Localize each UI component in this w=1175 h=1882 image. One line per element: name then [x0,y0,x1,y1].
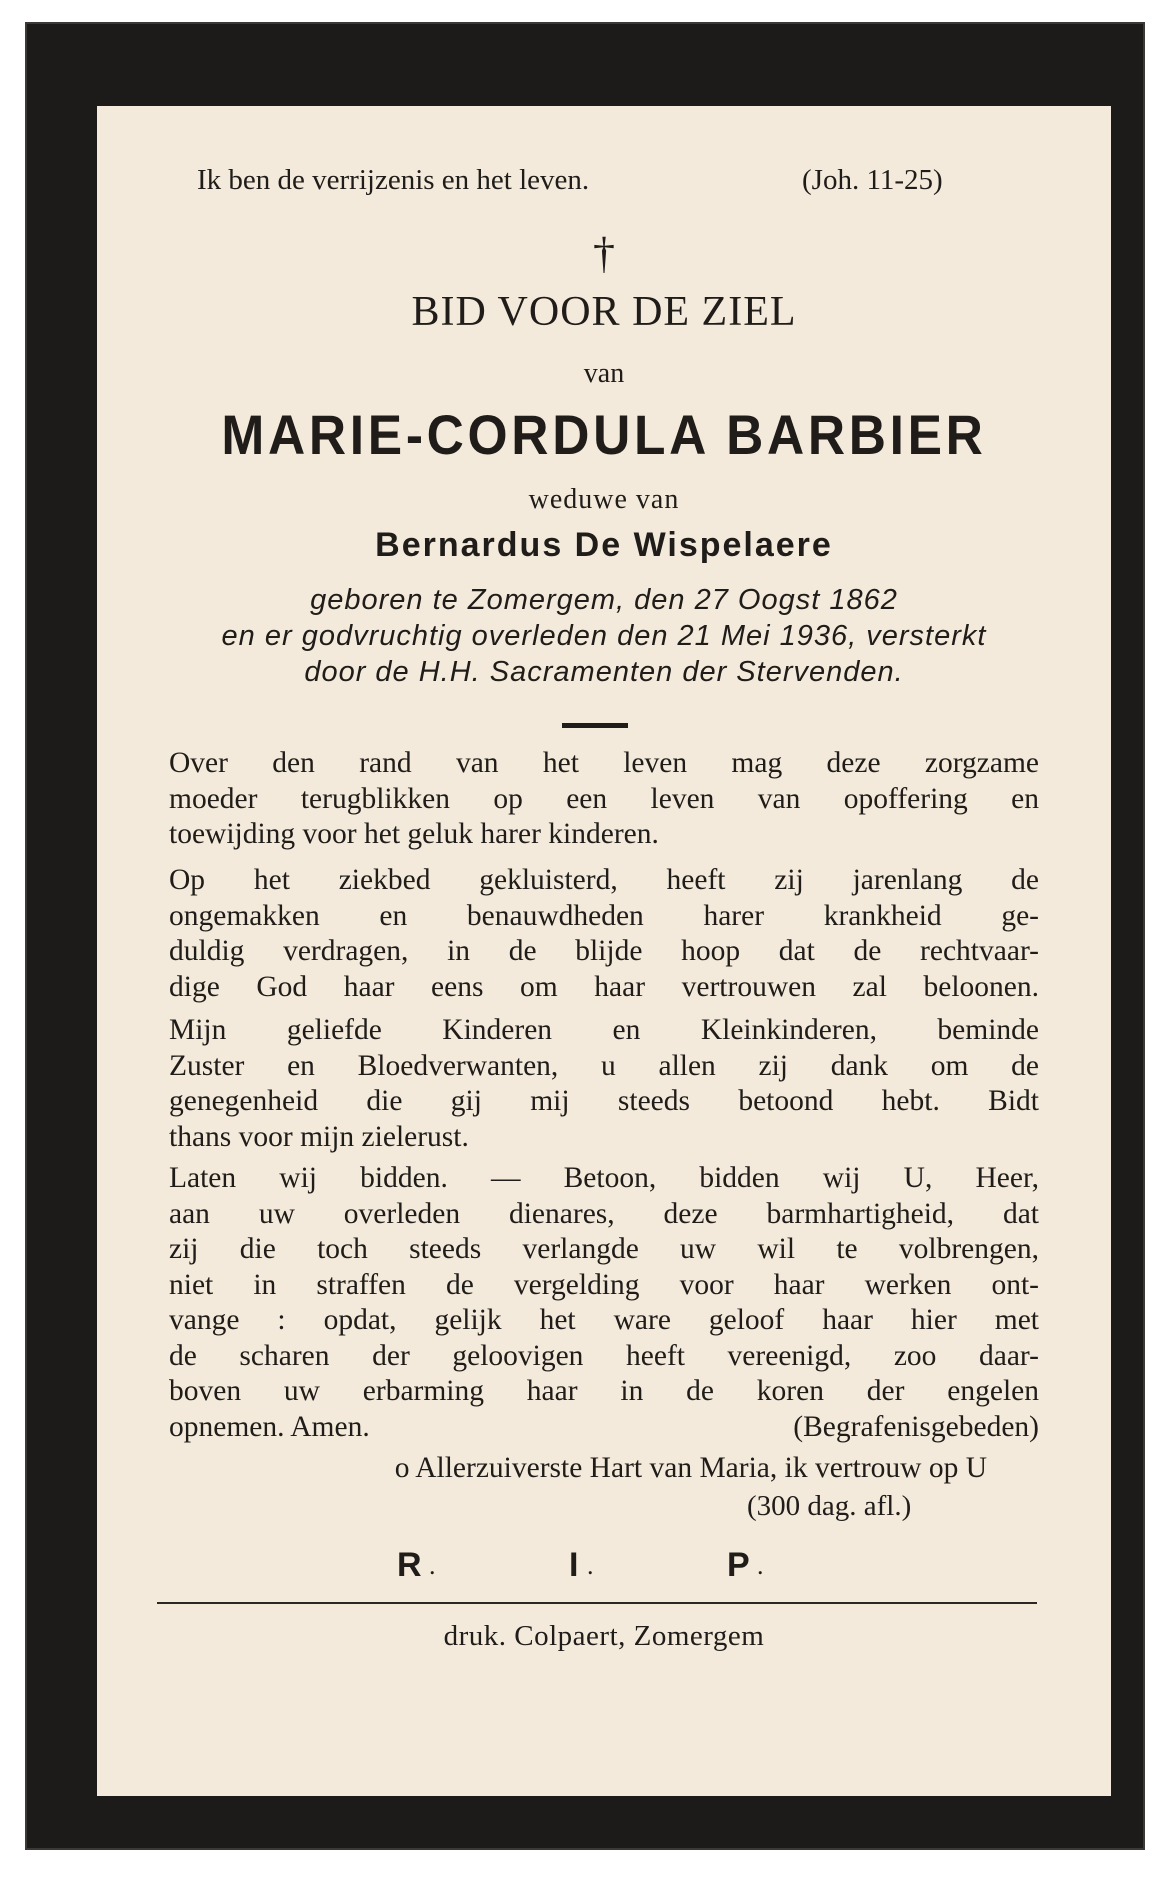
text-line: Op het ziekbed gekluisterd, heeft zij jarenlang de [169,864,1039,896]
text-line: genegenheid die gij mij steeds betoond hebt. Bidt [169,1085,1039,1117]
death-line: en er godvruchtig overleden den 21 Mei 1936, versterkt [221,620,987,652]
text-line: Laten wij bidden. — Betoon, bidden wij U, Heer, [169,1162,1039,1194]
birth-line: geboren te Zomergem, den 27 Oogst 1862 [310,584,898,616]
text-line: thans voor mijn zielerust. [169,1120,469,1153]
paragraph-3 [169,1013,1039,1155]
text-line: opnemen. Amen. [169,1410,370,1443]
text-line: de scharen der geloovigen heeft vereenigd, zoo daar- [169,1339,1039,1372]
mourning-border [25,22,1145,1850]
divider-short [562,723,628,728]
rip-dot: . [757,1551,764,1580]
cross-icon: † [593,229,615,278]
epigraph-text: Ik ben de verrijzenis en het leven. [197,164,590,196]
memorial-card [97,106,1111,1796]
text-line: duldig verdragen, in de blijde hoop dat de rechtvaar- [169,935,1039,967]
rip-dot: . [587,1551,594,1580]
text-line: zij die toch steeds verlangde uw wil te volbrengen, [169,1233,1039,1265]
van-label: van [583,358,625,389]
text-line: dige God haar eens om haar vertrouwen zal beloonen. [169,970,1039,1003]
rip-letter-r: R [397,1546,422,1584]
paragraph-1 [169,746,1039,853]
deceased-name: MARIE-CORDULA BARBIER [221,403,987,466]
text-line: toewijding voor het geluk harer kinderen. [169,818,659,850]
text-line: Mijn geliefde Kinderen en Kleinkinderen, beminde [169,1014,1039,1046]
text-line: niet in straffen de vergelding voor haar werken ont- [169,1268,1039,1301]
heading: BID VOOR DE ZIEL [411,289,797,335]
rip-dot: . [429,1551,436,1580]
sacraments-line: door de H.H. Sacramenten der Stervenden. [304,656,904,688]
epigraph-reference: (Joh. 11-25) [802,164,943,196]
paragraph-4 [169,1161,1039,1445]
text-line: boven uw erbarming haar in de koren der engelen [169,1375,1039,1407]
rip-letter-p: P [727,1546,750,1584]
text-line: moeder terugblikken op een leven van opoffering en [169,782,1039,815]
husband-name: Bernardus De Wispelaere [375,526,833,564]
ejaculation-prayer: o Allerzuiverste Hart van Maria, ik vertrouw op U [394,1452,987,1484]
text-line: Over den rand van het leven mag deze zorgzame [169,747,1039,779]
printer-credit: druk. Colpaert, Zomergem [443,1620,765,1652]
widow-of-label: weduwe van [528,484,680,515]
text-line: aan uw overleden dienares, deze barmhartigheid, dat [169,1197,1039,1230]
indulgence-note: (300 dag. afl.) [747,1490,912,1522]
text-line: Zuster en Bloedverwanten, u allen zij dank om de [169,1049,1039,1082]
source-note: (Begrafenisgebeden) [793,1410,1039,1443]
text-line-with-source [169,1410,1039,1446]
paragraph-2 [169,863,1039,1005]
rip-letter-i: I [569,1546,579,1584]
text-line: vange : opdat, gelijk het ware geloof haar hier met [169,1304,1039,1336]
divider-long [157,1602,1037,1604]
text-line: ongemakken en benauwdheden harer krankheid ge- [169,899,1039,932]
